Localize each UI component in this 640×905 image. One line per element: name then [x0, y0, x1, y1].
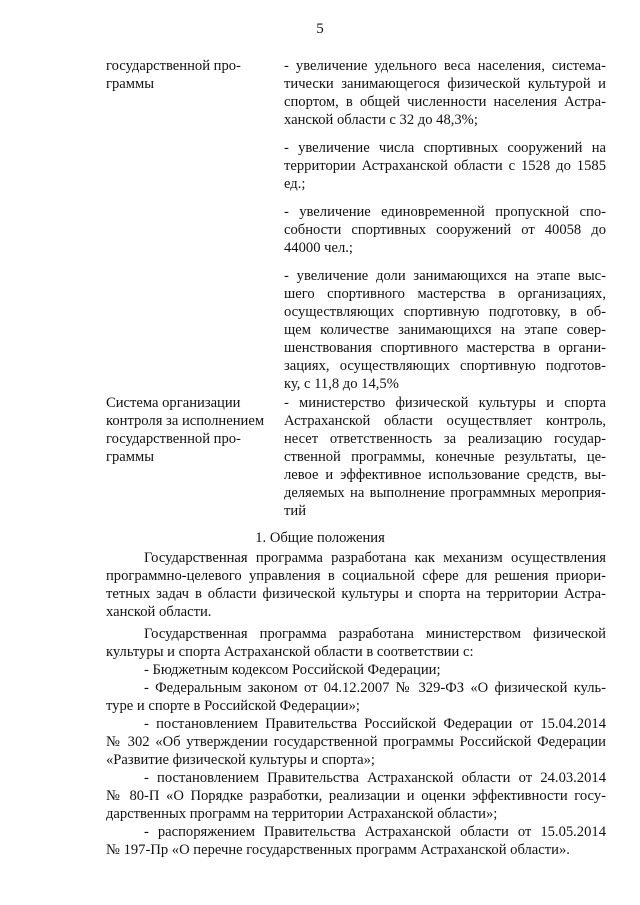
text-line: щем количестве занимающихся на этапе совер-: [284, 322, 606, 338]
row-content: [284, 57, 606, 392]
text-line: № 302 «Об утверждении государственной программы Российской Федерации: [106, 734, 606, 750]
page-number: 5: [316, 21, 324, 37]
paragraph: [106, 769, 606, 823]
table-row: [106, 394, 606, 520]
text-line: культуры и спорта Астраханской области в соответствии с:: [106, 644, 474, 660]
text-line: - распоряжением Правительства Астраханской области от 15.05.2014: [144, 824, 606, 840]
row-label-line: контроля за исполнением: [106, 413, 265, 429]
text-line: - увеличение числа спортивных сооружений на: [284, 140, 606, 156]
text-line: «Развитие физической культуры и спорта»;: [106, 752, 375, 768]
row-label-line: граммы: [106, 449, 155, 465]
text-line: 44000 чел.;: [284, 240, 353, 256]
paragraph: [106, 661, 606, 679]
text-line: территории Астраханской области с 1528 до 1585: [284, 158, 606, 174]
text-line: тически занимающегося физической культурой и: [284, 76, 606, 92]
text-line: шенствования спортивного мастерства в органи-: [284, 340, 606, 356]
text-line: - постановлением Правительства Астраханской области от 24.03.2014: [144, 770, 606, 786]
paragraph: [106, 715, 606, 769]
text-line: шего спортивного мастерства в организациях,: [284, 286, 606, 302]
program-passport-table: [106, 57, 606, 520]
text-line: собности спортивных сооружений от 40058 до: [284, 222, 606, 238]
target-indicator-paragraph: [284, 139, 606, 193]
row-label-line: государственной про-: [106, 431, 241, 447]
paragraph: [106, 625, 606, 661]
text-line: - постановлением Правительства Российской Федерации от 15.04.2014: [144, 716, 606, 732]
text-line: деляемых на выполнение программных мероприя-: [284, 485, 606, 501]
row-label-line: государственной про-: [106, 58, 241, 74]
paragraph: [106, 679, 606, 715]
paragraph: [106, 823, 606, 859]
text-line: ку, с 11,8 до 14,5%: [284, 376, 399, 392]
text-line: ед.;: [284, 176, 306, 192]
text-line: спортом, в общей численности населения Астра-: [284, 94, 606, 110]
text-line: - Бюджетным кодексом Российской Федерации;: [144, 662, 441, 678]
text-line: несет ответственность за реализацию государ-: [284, 431, 606, 447]
text-line: - увеличение единовременной пропускной спо-: [284, 204, 606, 220]
text-line: ханской области.: [106, 604, 212, 620]
text-line: Государственная программа разработана министерством физической: [144, 626, 606, 642]
text-line: - Федеральным законом от 04.12.2007 № 329-ФЗ «О физической куль-: [144, 680, 606, 696]
target-indicator-paragraph: [284, 57, 606, 129]
text-line: № 197-Пр «О перечне государственных программ Астраханской области».: [106, 842, 570, 858]
text-line: № 80-П «О Порядке разработки, реализации и оценки эффективности госу-: [106, 788, 606, 804]
row-content: [284, 394, 606, 520]
row-label: [106, 57, 278, 387]
table-row: [106, 57, 606, 392]
text-line: Астраханской области осуществляет контроль,: [284, 413, 606, 429]
row-label-line: Система организации: [106, 395, 241, 411]
text-line: Государственная программа разработана как механизм осуществления: [144, 550, 606, 566]
row-label-line: граммы: [106, 76, 155, 92]
text-line: тий: [284, 503, 306, 519]
text-line: ственной программы, конечные результаты, це-: [284, 449, 606, 465]
target-indicator-paragraph: [284, 267, 606, 393]
text-line: ханской области с 32 до 48,3%;: [284, 112, 478, 128]
row-label: [106, 394, 278, 520]
text-line: туре и спорте в Российской Федерации»;: [106, 698, 360, 714]
paragraph: [106, 549, 606, 621]
text-line: дарственных программ на территории Астраханской области»;: [106, 806, 498, 822]
text-line: тетных задач в области физической культуры и спорта на территории Астра-: [106, 586, 606, 602]
text-line: - министерство физической культуры и спорта: [284, 395, 606, 411]
text-line: - увеличение доли занимающихся на этапе выс-: [284, 268, 606, 284]
body-text: [106, 549, 606, 859]
control-paragraph: [284, 394, 606, 520]
text-line: левое и эффективное использование средств, вы-: [284, 467, 606, 483]
target-indicator-paragraph: [284, 203, 606, 257]
text-line: программно-целевого управления в социальной сфере для решения приори-: [106, 568, 606, 584]
section-title: 1. Общие положения: [255, 530, 385, 546]
text-line: - увеличение удельного веса населения, система-: [284, 58, 606, 74]
text-line: осуществляющих спортивную подготовку, в об-: [284, 304, 606, 320]
text-line: зациях, осуществляющих спортивную подготов-: [284, 358, 606, 374]
